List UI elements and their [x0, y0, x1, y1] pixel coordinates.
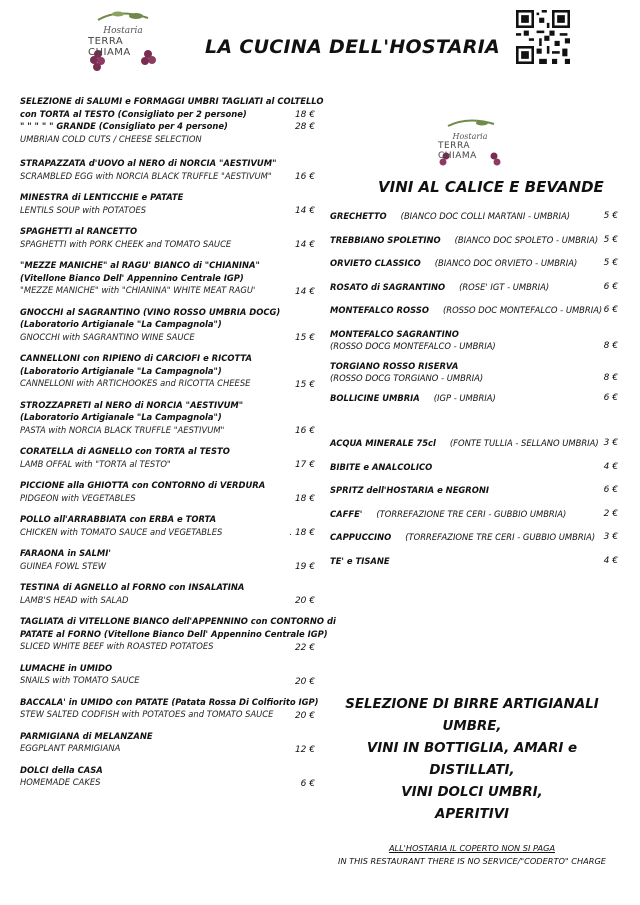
drink-price: 4 € — [603, 461, 618, 472]
item-name: con TORTA al TESTO (Consigliato per 2 persone) — [20, 108, 247, 119]
drink-item — [330, 461, 618, 474]
item-description: CHICKEN with TOMATO SAUCE and VEGETABLES — [20, 526, 223, 537]
item-price: 14 € — [294, 206, 315, 216]
drink-price: 6 € — [603, 305, 618, 315]
drink-name: ROSATO di SAGRANTINO — [330, 281, 446, 292]
item-price: 18 € — [294, 110, 315, 120]
drink-price: 3 € — [603, 532, 618, 542]
drink-name: SPRITZ dell'HOSTARIA e NEGRONI — [330, 485, 489, 495]
drink-description: (ROSE' IGT - UMBRIA) — [459, 281, 550, 292]
drink-item — [330, 437, 618, 450]
drink-item — [330, 210, 618, 223]
item-price: 14 € — [294, 286, 315, 297]
drink-item — [330, 484, 618, 497]
menu-item — [20, 157, 315, 182]
drink-description: (ROSSO DOC MONTEFALCO - UMBRIA) — [443, 305, 603, 315]
item-price: 12 € — [294, 744, 315, 755]
logo-script: Hostaria — [452, 132, 488, 141]
drink-description: (ROSSO DOCG MONTEFALCO - UMBRIA) — [330, 341, 496, 351]
drink-description: (ROSSO DOCG TORGIANO - UMBRIA) — [330, 373, 484, 383]
item-description: LAMB'S HEAD with SALAD — [20, 594, 129, 605]
item-name: SPAGHETTI al RANCETTO — [20, 226, 138, 236]
drink-name: TE' e TISANE — [330, 555, 390, 566]
menu-item — [20, 764, 315, 789]
item-price: 15 € — [294, 333, 315, 343]
item-name: TAGLIATA di VITELLONE BIANCO dell'APPENNINO con CONTORNO di — [20, 616, 336, 626]
item-price: 22 € — [294, 642, 315, 653]
item-description: SCRAMBLED EGG with NORCIA BLACK TRUFFLE "AESTIVUM" — [20, 170, 272, 181]
drink-name: TORGIANO ROSSO RISERVA — [330, 360, 459, 371]
drink-name: CAFFE' — [330, 508, 363, 519]
menu-item — [20, 662, 315, 687]
drink-name: BOLLICINE UMBRIA — [330, 392, 420, 403]
item-name: (Laboratorio Artigianale "La Campagnola") — [20, 365, 222, 376]
drink-item — [330, 257, 618, 270]
menu-item — [20, 95, 324, 145]
drink-price: 8 € — [603, 373, 618, 383]
item-price: 17 € — [294, 460, 315, 470]
item-price: 18 € — [294, 494, 315, 504]
item-name: (Laboratorio Artigianale "La Campagnola") — [20, 412, 222, 422]
menu-item — [20, 191, 315, 216]
selection-note — [322, 694, 622, 826]
item-description: PASTA with NORCIA BLACK TRUFFLE "AESTIVUM" — [20, 424, 225, 435]
menu-item — [20, 445, 315, 470]
item-name: (Vitellone Bianco Dell' Appennino Centrale IGP) — [20, 272, 244, 283]
menu-item — [20, 479, 315, 504]
drink-name: CAPPUCCINO — [330, 532, 392, 542]
selection-line: VINI DOLCI UMBRI, — [401, 785, 543, 800]
drink-item — [330, 392, 618, 405]
item-name: (Laboratorio Artigianale "La Campagnola") — [20, 319, 222, 329]
drink-price: 8 € — [603, 341, 618, 351]
item-description: LENTILS SOUP with POTATOES — [20, 204, 147, 215]
item-name: CANNELLONI con RIPIENO di CARCIOFI e RICOTTA — [20, 353, 252, 363]
drink-price: 5 € — [603, 234, 618, 245]
drink-item — [330, 508, 618, 521]
item-description: CANNELLONI with ARTICHOOKES and RICOTTA CHEESE — [20, 378, 251, 388]
item-description: GNOCCHI with SAGRANTINO WINE SAUCE — [20, 331, 195, 342]
drink-name: MONTEFALCO ROSSO — [330, 305, 429, 315]
drink-name: ACQUA MINERALE 75cl — [330, 438, 436, 448]
drink-description: (TORREFAZIONE TRE CERI - GUBBIO UMBRIA) — [376, 508, 567, 519]
logo-right — [438, 118, 502, 168]
item-name: SELEZIONE di SALUMI e FORMAGGI UMBRI TAGLIATI al COLTELLO — [20, 96, 324, 106]
item-price: 16 € — [294, 426, 315, 436]
footer-line-1: ALL'HOSTARIA IL COPERTO NON SI PAGA — [388, 843, 556, 853]
menu-item — [20, 399, 315, 437]
drink-name: TREBBIANO SPOLETINO — [330, 234, 441, 245]
logo-top — [88, 10, 158, 72]
item-price: 20 € — [294, 710, 315, 721]
menu-item — [20, 306, 315, 344]
item-price: 19 € — [294, 562, 315, 572]
logo-script: Hostaria — [103, 26, 143, 36]
footer-line-2: IN THIS RESTAURANT THERE IS NO SERVICE/"CODERTO" CHARGE — [338, 856, 606, 866]
drink-item — [330, 234, 618, 247]
drink-name: MONTEFALCO SAGRANTINO — [330, 328, 459, 339]
item-description: GUINEA FOWL STEW — [20, 560, 107, 571]
item-price: . 18 € — [289, 528, 315, 538]
menu-item — [20, 352, 315, 390]
logo-brand: TERRA CHIAMA — [88, 36, 131, 58]
drink-name: BIBITE e ANALCOLICO — [330, 461, 433, 472]
qr-code-icon — [516, 10, 570, 64]
menu-item — [20, 581, 315, 606]
item-name: BACCALA' in UMIDO con PATATE (Patata Rossa Di Colfiorito IGP) — [20, 696, 319, 707]
menu-item — [20, 547, 315, 572]
drink-name: GRECHETTO — [330, 211, 387, 221]
drinks-title: VINI AL CALICE E BEVANDE — [378, 178, 604, 196]
drink-price: 6 € — [603, 485, 618, 495]
item-name: GNOCCHI al SAGRANTINO (VINO ROSSO UMBRIA DOCG) — [20, 306, 281, 317]
drink-price: 6 € — [603, 281, 618, 292]
item-name: CORATELLA di AGNELLO con TORTA al TESTO — [20, 446, 230, 456]
item-description: HOMEMADE CAKES — [20, 777, 101, 787]
drink-item — [330, 281, 618, 294]
item-name: DOLCI della CASA — [20, 764, 103, 775]
drink-price: 5 € — [603, 211, 618, 221]
menu-item — [20, 615, 336, 653]
drink-price: 5 € — [603, 258, 618, 268]
item-price: 20 € — [294, 596, 315, 606]
item-price: 28 € — [294, 122, 315, 132]
item-name: STRAPAZZATA d'UOVO al NERO di NORCIA "AESTIVUM" — [20, 158, 277, 168]
item-name: MINESTRA di LENTICCHIE e PATATE — [20, 192, 184, 202]
item-name: POLLO all'ARRABBIATA con ERBA e TORTA — [20, 514, 217, 524]
item-description: SPAGHETTI with PORK CHEEK and TOMATO SAUCE — [20, 238, 232, 249]
drink-description: (BIANCO DOC ORVIETO - UMBRIA) — [434, 258, 578, 268]
selection-line: APERITIVI — [434, 807, 510, 822]
item-name: PATATE al FORNO (Vitellone Bianco Dell' Appennino Centrale IGP) — [20, 628, 328, 639]
drink-description: (FONTE TULLIA - SELLANO UMBRIA) — [449, 438, 599, 448]
page-title: LA CUCINA DELL'HOSTARIA — [205, 36, 501, 58]
item-name: TESTINA di AGNELLO al FORNO con INSALATINA — [20, 582, 245, 592]
menu-item — [20, 730, 315, 755]
item-description: LAMB OFFAL with "TORTA al TESTO" — [20, 458, 171, 469]
item-name: PICCIONE alla GHIOTTA con CONTORNO di VERDURA — [20, 480, 266, 490]
drink-item — [330, 531, 618, 544]
menu-item — [20, 696, 319, 721]
drink-name: ORVIETO CLASSICO — [330, 258, 421, 268]
menu-item — [20, 513, 315, 538]
logo-brand: TERRA CHIAMA — [438, 141, 477, 161]
item-price: 6 € — [300, 778, 315, 789]
drink-item — [330, 555, 618, 568]
item-price: 15 € — [294, 379, 315, 390]
drink-item — [330, 360, 618, 385]
drink-price: 4 € — [603, 555, 618, 566]
food-menu — [20, 95, 336, 798]
drink-price: 6 € — [603, 392, 618, 403]
drink-description: (BIANCO DOC COLLI MARTANI - UMBRIA) — [400, 211, 571, 221]
drink-description: (TORREFAZIONE TRE CERI - GUBBIO UMBRIA) — [405, 532, 596, 542]
drink-description: (IGP - UMBRIA) — [433, 392, 496, 403]
item-description: "MEZZE MANICHE" with "CHIANINA" WHITE MEAT RAGU' — [20, 285, 256, 295]
item-name: "MEZZE MANICHE" al RAGU' BIANCO di "CHIANINA" — [20, 260, 260, 270]
item-price: 14 € — [294, 240, 315, 250]
menu-item — [20, 259, 315, 297]
item-description: PIDGEON with VEGETABLES — [20, 492, 136, 503]
item-name: STROZZAPRETI al NERO di NORCIA "AESTIVUM" — [20, 399, 244, 410]
drink-item — [330, 328, 618, 353]
item-name: " " " " " GRANDE (Consigliato per 4 persone) — [20, 121, 228, 131]
item-price: 20 € — [294, 676, 315, 687]
item-name: PARMIGIANA di MELANZANE — [20, 730, 153, 741]
menu-item — [20, 225, 315, 250]
selection-line: VINI IN BOTTIGLIA, AMARI e DISTILLATI, — [366, 741, 578, 778]
drinks-menu — [330, 210, 618, 567]
item-description: SNAILS with TOMATO SAUCE — [20, 675, 140, 685]
footer-note — [322, 842, 622, 868]
item-description: SLICED WHITE BEEF with ROASTED POTATOES — [20, 641, 214, 651]
item-description: EGGPLANT PARMIGIANA — [20, 743, 121, 753]
drink-item — [330, 304, 618, 317]
item-name: LUMACHE in UMIDO — [20, 662, 113, 673]
drink-description: (BIANCO DOC SPOLETO - UMBRIA) — [454, 234, 599, 245]
selection-line: SELEZIONE DI BIRRE ARTIGIANALI UMBRE, — [345, 697, 599, 734]
drink-price: 3 € — [603, 438, 618, 448]
item-name: FARAONA in SALMI' — [20, 548, 111, 558]
item-description: STEW SALTED CODFISH with POTATOES and TOMATO SAUCE — [20, 709, 274, 719]
item-description: UMBRIAN COLD CUTS / CHEESE SELECTION — [20, 133, 202, 144]
drink-price: 2 € — [603, 508, 618, 519]
item-price: 16 € — [294, 172, 315, 182]
